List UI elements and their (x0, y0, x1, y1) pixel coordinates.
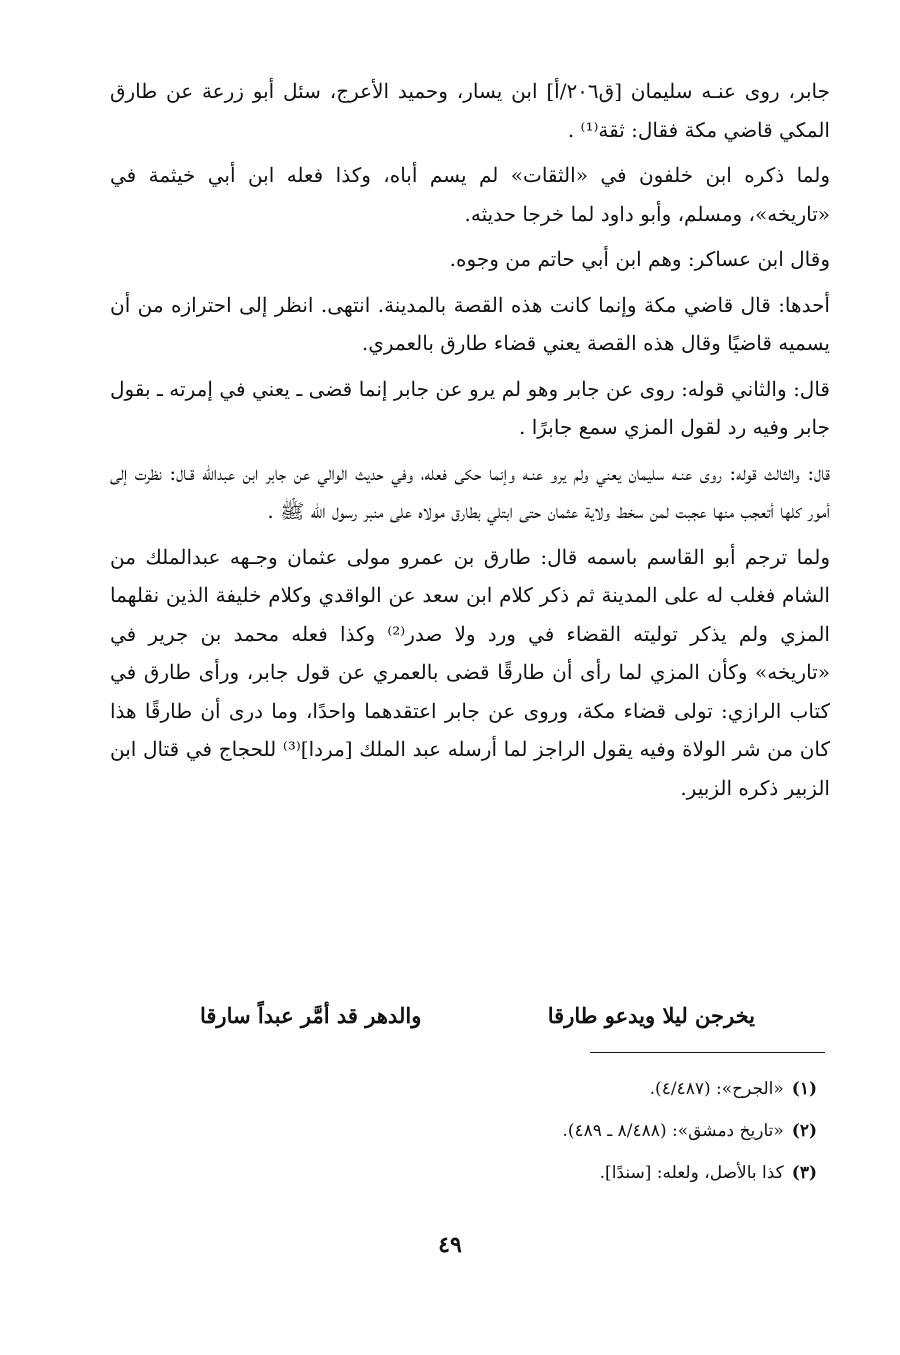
paragraph-1: جابر، روى عنـه سليمان [ق٢٠٦/أ] ابن يسار، وحميد الأعرج، سئل أبو زرعة عن طارق المكي قاضي مكة فقال: ثقة⁽¹⁾ . (110, 79, 831, 142)
footnote-number: (٢) (791, 1121, 817, 1141)
page-number: ٤٩ (438, 1232, 462, 1258)
footnote-number: (١) (791, 1079, 817, 1099)
paragraph-5: قال: والثاني قوله: روى عن جابر وهو لم يرو عن جابر إنما قضى ـ يعني في إمرته ـ بقول جابر وفيه رد لقول المزي سمع جابرًا . (110, 376, 830, 439)
footnote-text: «تاريخ دمشق»: (٨/٤٨٨ ـ ٤٨٩). (562, 1121, 784, 1141)
footnote-text: كذا بالأصل، ولعله: [سندًا]. (599, 1163, 784, 1183)
footnotes (325, 1068, 825, 1194)
paragraph-3: وقال ابن عساكر: وهم ابن أبي حاتم من وجوه. (449, 247, 830, 271)
poem-second-hemistich: والدهر قد أمَّر عبداً سارقا (200, 1003, 422, 1028)
poem-verse (150, 996, 810, 1036)
paragraph-7: ولما ترجم أبو القاسم باسمه قال: طارق بن عمرو مولى عثمان وجـهه عبدالملك من الشام فغلب له على المدينة ثم ذكر كلام ابن سعد عن الواقدي وكلام خليفة الذين نقلهما المزي ولم يذكر توليته القضاء في ورد ولا صدر⁽²⁾ وكذا فعله محمد بن جرير في «تاريخه» وكأن المزي لما رأى أن طارقًا قضى بالعمري عن قول جابر، ورأى طارق في كتاب الرازي: تولى قضاء مكة، وروى عن جابر اعتقدهما واحدًا، وما درى أن طارقًا هذا كان من شر الولاة وفيه يقول الراجز لما أرسله عبد الملك [مردا]⁽³⁾ للحجاج في قتال ابن الزبير ذكره الزبير. (110, 544, 830, 800)
poem-first-hemistich: يخرجن ليلا ويدعو طارقا (547, 1003, 755, 1028)
paragraph-2: ولما ذكره ابن خلفون في «الثقات» لم يسم أباه، وكذا فعله ابن أبي خيثمة في «تاريخه»، ومسلم، وأبو داود لما خرجا حديثه. (110, 163, 830, 226)
paragraph-4: أحدها: قال قاضي مكة وإنما كانت هذه القصة بالمدينة. انتهى. انظر إلى احترازه من أن يسميه قاضيًا وقال هذه القصة يعني قضاء طارق بالعمري. (110, 292, 830, 355)
paragraph-6: قال: والثالث قوله: روى عنـه سليمان يعني ولم يرو عنـه وإنما حكى فعله، وفي حديث الوالي عن جابر ابن عبدالله قـال: نظرت إلى أمور كلها أتعجب منها عجبت لمن سخط ولاية عثمان حتى ابتلي بطارق مولاه على منبر رسول الله ﷺ . (110, 460, 830, 523)
footnote-2 (325, 1110, 825, 1152)
footnote-1 (325, 1068, 825, 1110)
main-text (110, 72, 830, 807)
footnote-text: «الجرح»: (٤/٤٨٧). (649, 1079, 784, 1099)
footnote-divider (590, 1052, 825, 1053)
footnote-number: (٣) (791, 1163, 817, 1183)
footnote-3 (325, 1152, 825, 1194)
